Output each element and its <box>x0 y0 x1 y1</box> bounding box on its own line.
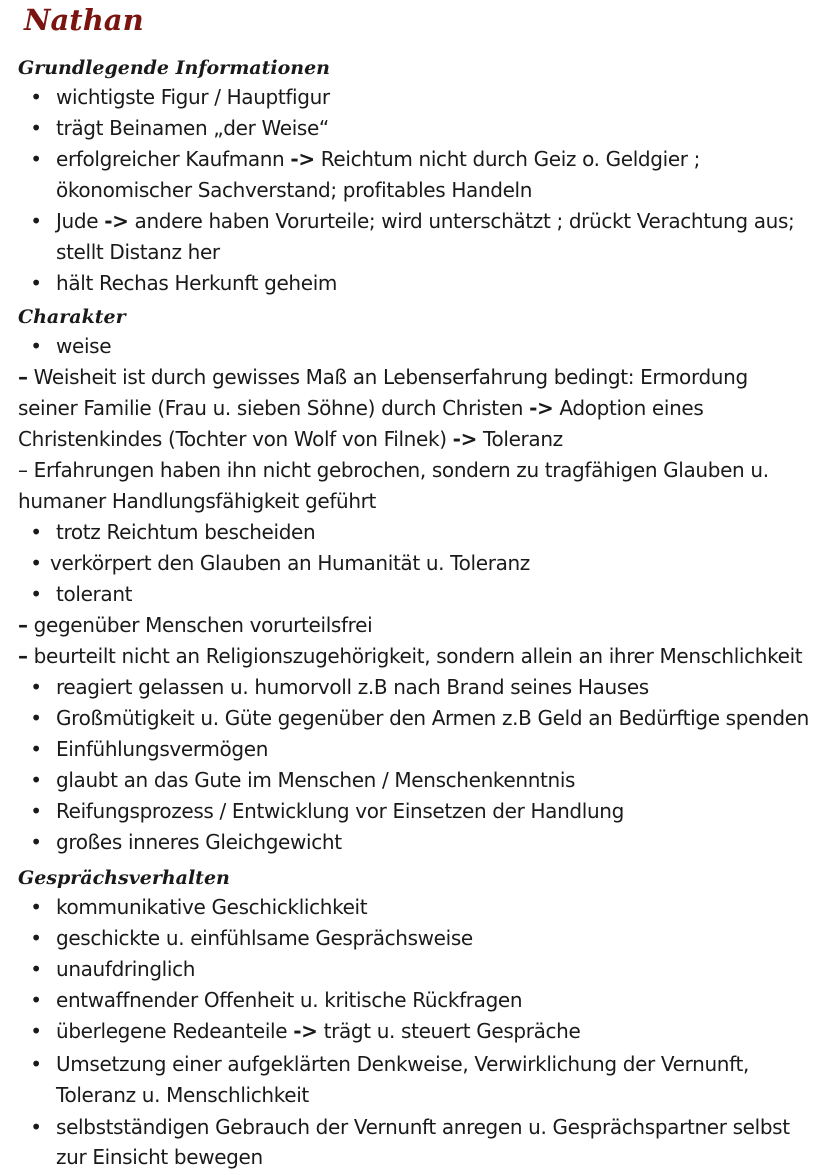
text-segment: Weisheit ist durch gewisses Maß an Lebenserfahrung bedingt: Ermordung <box>27 365 748 389</box>
bullet-icon: • <box>30 706 42 730</box>
list-item-text: Reifungsprozess / Entwicklung vor Einsetzen der Handlung <box>56 799 624 823</box>
bullet-icon: • <box>30 675 42 699</box>
list-item-text: trotz Reichtum bescheiden <box>56 520 316 544</box>
bullet-icon: • <box>30 271 42 295</box>
list-item-text: Einfühlungsvermögen <box>56 737 269 761</box>
bullet-icon: • <box>30 520 42 544</box>
list-item-text: weise <box>56 334 112 358</box>
bullet-icon: • <box>30 582 42 606</box>
list-item-continuation: Toleranz u. Menschlichkeit <box>56 1083 309 1107</box>
bullet-icon: • <box>30 926 42 950</box>
text-segment: gegenüber Menschen vorurteilsfrei <box>27 613 373 637</box>
list-item-text: entwaffnender Offenheit u. kritische Rückfragen <box>56 988 523 1012</box>
text-segment: Reichtum nicht durch Geiz o. Geldgier ; <box>314 147 701 171</box>
bullet-icon: • <box>30 85 42 109</box>
bullet-icon: • <box>30 334 42 358</box>
bullet-icon: • <box>30 799 42 823</box>
text-segment: trägt u. steuert Gespräche <box>317 1019 581 1043</box>
dash-symbol: – <box>18 644 28 668</box>
arrow-symbol: -> <box>104 209 129 233</box>
bullet-icon: • <box>30 116 42 140</box>
bullet-icon: • <box>30 1019 42 1043</box>
dash-item-continuation <box>18 424 563 455</box>
list-item-text: Großmütigkeit u. Güte gegenüber den Armen z.B Geld an Bedürftige spenden <box>56 706 809 730</box>
dash-item <box>18 362 748 393</box>
list-item-text: verkörpert den Glauben an Humanität u. Toleranz <box>50 551 530 575</box>
text-segment: Jude <box>56 209 105 233</box>
list-item-text: geschickte u. einfühlsame Gesprächsweise <box>56 926 473 950</box>
list-item-text: glaubt an das Gute im Menschen / Menschenkenntnis <box>56 768 576 792</box>
bullet-icon: • <box>30 147 42 171</box>
text-segment: seiner Familie (Frau u. sieben Söhne) durch Christen <box>18 396 530 420</box>
list-item-text: tolerant <box>56 582 133 606</box>
list-item-text: unaufdringlich <box>56 957 196 981</box>
dash-symbol: – <box>18 613 28 637</box>
list-item-text: kommunikative Geschicklichkeit <box>56 895 368 919</box>
list-item-text <box>56 1016 580 1047</box>
dash-symbol: – <box>18 365 28 389</box>
text-segment: Christenkindes (Tochter von Wolf von Filnek) <box>18 427 453 451</box>
section-heading-gespraech: Gesprächsverhalten <box>18 867 230 889</box>
bullet-icon: • <box>30 737 42 761</box>
arrow-symbol: -> <box>293 1019 318 1043</box>
bullet-icon: • <box>30 988 42 1012</box>
list-item-continuation: zur Einsicht bewegen <box>56 1145 263 1169</box>
bullet-icon: • <box>30 1115 42 1139</box>
section-heading-info: Grundlegende Informationen <box>18 57 330 79</box>
arrow-symbol: -> <box>452 427 478 451</box>
dash-item: – Erfahrungen haben ihn nicht gebrochen, sondern zu tragfähigen Glauben u. <box>18 458 769 482</box>
page-title: Nathan <box>24 3 144 37</box>
list-item-text <box>56 144 700 175</box>
dash-item <box>18 610 372 641</box>
list-item-text: selbstständigen Gebrauch der Vernunft anregen u. Gesprächspartner selbst <box>56 1115 790 1139</box>
bullet-icon: • <box>30 768 42 792</box>
text-segment: überlegene Redeanteile <box>56 1019 294 1043</box>
text-segment: erfolgreicher Kaufmann <box>56 147 291 171</box>
bullet-icon: • <box>30 957 42 981</box>
list-item-text: großes inneres Gleichgewicht <box>56 830 342 854</box>
arrow-symbol: -> <box>290 147 315 171</box>
list-item-continuation: stellt Distanz her <box>56 240 220 264</box>
dash-item-continuation <box>18 393 703 424</box>
bullet-icon: • <box>30 830 42 854</box>
bullet-icon: • <box>30 1052 42 1076</box>
dash-item <box>18 641 802 672</box>
list-item-text <box>56 206 794 237</box>
text-segment: beurteilt nicht an Religionszugehörigkeit, sondern allein an ihrer Menschlichkeit <box>27 644 803 668</box>
list-item-text: reagiert gelassen u. humorvoll z.B nach Brand seines Hauses <box>56 675 649 699</box>
text-segment: Adoption eines <box>553 396 704 420</box>
section-heading-charakter: Charakter <box>18 306 126 328</box>
list-item-continuation: ökonomischer Sachverstand; profitables Handeln <box>56 178 533 202</box>
bullet-icon: • <box>30 551 42 575</box>
list-item-text: hält Rechas Herkunft geheim <box>56 271 338 295</box>
text-segment: Toleranz <box>477 427 563 451</box>
list-item-text: Umsetzung einer aufgeklärten Denkweise, Verwirklichung der Vernunft, <box>56 1052 749 1076</box>
bullet-icon: • <box>30 209 42 233</box>
arrow-symbol: -> <box>529 396 554 420</box>
text-segment: andere haben Vorurteile; wird unterschätzt ; drückt Verachtung aus; <box>128 209 795 233</box>
list-item-text: trägt Beinamen „der Weise“ <box>56 116 329 140</box>
bullet-icon: • <box>30 895 42 919</box>
list-item-text: wichtigste Figur / Hauptfigur <box>56 85 330 109</box>
dash-item-continuation: humaner Handlungsfähigkeit geführt <box>18 489 377 513</box>
